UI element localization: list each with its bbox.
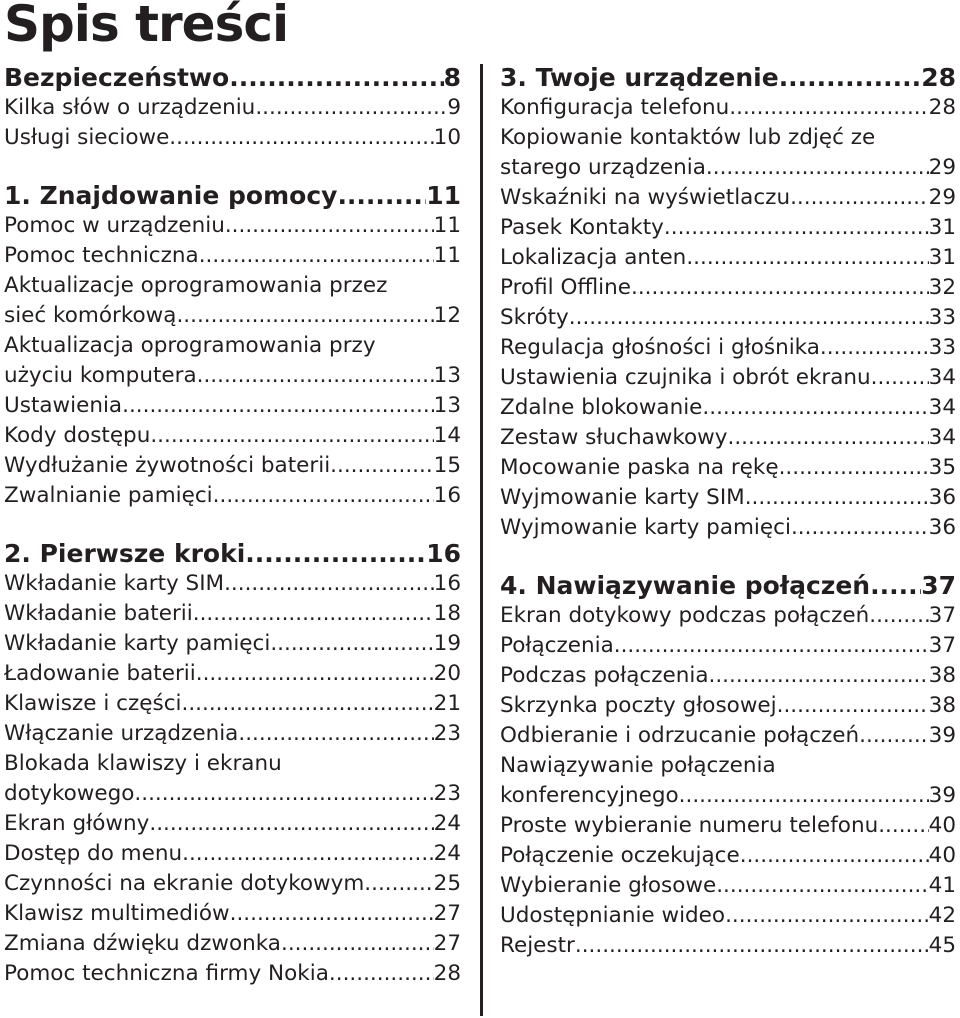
toc-entry-text: Lokalizacja anten [500,245,687,270]
dot-leader [330,451,433,481]
page-number: 35 [928,455,956,480]
toc-entry-text: Usługi sieciowe [4,125,170,150]
column-divider [480,64,483,1016]
toc-entry[interactable] [4,391,461,421]
toc-entry-text: Pomoc techniczna [4,243,199,268]
toc-entry[interactable] [4,659,461,689]
toc-entry[interactable] [4,211,461,241]
dot-leader [245,538,426,569]
page-number: 33 [928,335,956,360]
page-number: 21 [433,691,461,716]
page-number: 39 [928,783,956,808]
page-number: 28 [928,95,956,120]
dot-leader [702,393,928,423]
toc-entry[interactable] [500,363,956,393]
dot-leader [134,779,433,809]
toc-entry-text: Profil Offline [500,275,631,300]
toc-entry-text: Ustawienia [4,393,123,418]
toc-entry[interactable] [4,929,461,959]
page-number: 13 [433,393,461,418]
page-number: 37 [928,633,956,658]
dot-leader [149,809,433,839]
dot-leader [225,211,434,241]
toc-chapter-heading[interactable] [4,538,461,569]
page-number: 36 [928,515,956,540]
page-number: 10 [433,125,461,150]
toc-entry-text: Regulacja głośności i głośnika [500,335,820,360]
dot-leader [122,391,434,421]
toc-entry[interactable] [4,719,461,749]
toc-entry-text: 4. Nawiązywanie połączeń [500,571,871,600]
dot-leader [729,93,928,123]
page-number: 39 [928,723,956,748]
toc-entry[interactable] [500,871,956,901]
dot-leader [169,123,433,153]
dot-leader [679,781,929,811]
toc-entry[interactable] [4,451,461,481]
toc-entry-text: Pomoc w urządzeniu [4,213,225,238]
toc-entry-text: Zmiana dźwięku dzwonka [4,931,281,956]
page-number: 31 [928,245,956,270]
toc-entry[interactable] [4,599,461,629]
dot-leader [224,569,434,599]
page-number: 33 [928,305,956,330]
dot-leader [193,599,434,629]
section-gap [500,543,956,570]
toc-entry-text: Wkładanie baterii [4,601,193,626]
toc-entry-text: Proste wybieranie numeru telefonu [500,813,879,838]
toc-entry-text: starego urządzenia [500,155,706,180]
dot-leader [270,629,433,659]
toc-entry[interactable] [500,93,956,123]
dot-leader [182,839,434,869]
page-number: 28 [433,961,461,986]
dot-leader [229,62,443,93]
toc-entry[interactable] [4,869,461,899]
toc-entry[interactable] [500,483,956,513]
toc-entry-text: dotykowego [4,781,135,806]
toc-entry-text: Ekran dotykowy podczas połączeń [500,603,870,628]
toc-chapter-heading[interactable] [500,62,956,93]
toc-entry[interactable] [4,123,461,153]
dot-leader [614,631,929,661]
page-number: 9 [447,95,461,120]
toc-entry-text: Konfiguracja telefonu [500,95,730,120]
toc-entry-text: Zestaw słuchawkowy [500,425,728,450]
toc-entry[interactable] [4,93,461,123]
toc-entry-text: Wyjmowanie karty pamięci [500,515,791,540]
toc-entry[interactable] [4,839,461,869]
page-number: 28 [921,63,956,92]
toc-entry[interactable] [500,423,956,453]
toc-entry-text: Skrzynka poczty głosowej [500,693,777,718]
dot-leader [182,689,434,719]
dot-leader [176,301,433,331]
toc-chapter-heading[interactable] [4,62,461,93]
dot-leader [329,959,434,989]
dot-leader [569,303,929,333]
page-title: Spis treści [4,0,289,53]
page-number: 27 [433,931,461,956]
page-number: 40 [928,843,956,868]
toc-entry[interactable] [500,841,956,871]
toc-entry[interactable] [500,691,956,721]
page-number: 23 [433,781,461,806]
toc-entry-text: Wyjmowanie karty SIM [500,485,745,510]
page-number: 38 [928,663,956,688]
toc-entry-text: Wydłużanie żywotności baterii [4,453,331,478]
toc-entry-text: Wkładanie karty pamięci [4,631,271,656]
page-number: 31 [928,215,956,240]
toc-chapter-heading[interactable] [4,180,461,211]
page-number: 36 [928,485,956,510]
dot-leader [777,691,929,721]
toc-entry[interactable] [4,241,461,271]
dot-leader [820,333,929,363]
dot-leader [716,871,928,901]
toc-entry-text: Wkładanie karty SIM [4,571,225,596]
toc-entry[interactable] [500,333,956,363]
toc-entry[interactable] [4,899,461,929]
toc-entry[interactable] [4,779,461,809]
toc-entry[interactable] [500,931,956,961]
page-number: 13 [433,363,461,388]
toc-entry-text: Aktualizacja oprogramowania przy [4,333,376,358]
toc-entry[interactable] [500,601,956,631]
dot-leader [337,180,426,211]
dot-leader [740,841,929,871]
page-number: 15 [433,453,461,478]
page-number: 37 [928,603,956,628]
page-number: 24 [433,841,461,866]
dot-leader [238,719,433,749]
toc-chapter-heading[interactable] [500,570,956,601]
page-number: 12 [433,303,461,328]
page-number: 11 [426,181,461,210]
toc-entry[interactable] [500,153,956,183]
page-number: 40 [928,813,956,838]
toc-entry-text: Połączenie oczekujące [500,843,740,868]
toc-entry[interactable] [500,811,956,841]
page-number: 16 [433,483,461,508]
toc-entry[interactable] [4,689,461,719]
dot-leader [706,153,929,183]
toc-entry-text: Dostęp do menu [4,841,183,866]
dot-leader [878,811,928,841]
page-number: 27 [433,901,461,926]
toc-entry[interactable] [500,781,956,811]
toc-entry[interactable] [500,243,956,273]
page-number: 34 [928,425,956,450]
toc-entry[interactable] [4,569,461,599]
dot-leader [575,931,929,961]
toc-entry[interactable] [4,629,461,659]
dot-leader [150,421,433,451]
toc-entry[interactable] [500,721,956,751]
dot-leader [709,661,929,691]
toc-entry[interactable] [500,453,956,483]
toc-entry-text: Ustawienia czujnika i obrót ekranu [500,365,871,390]
dot-leader [631,273,929,303]
page-number: 29 [928,155,956,180]
toc-entry[interactable] [500,183,956,213]
toc-entry-text: Zdalne blokowanie [500,395,703,420]
dot-leader [779,62,922,93]
toc-entry-text: Połączenia [500,633,614,658]
page-number: 34 [928,365,956,390]
toc-entry-text: Pomoc techniczna firmy Nokia [4,961,329,986]
toc-entry[interactable] [500,513,956,543]
page-number: 19 [433,631,461,656]
toc-entry-text: Pasek Kontakty [500,215,664,240]
page-number: 16 [433,571,461,596]
toc-entry-text: Kopiowanie kontaktów lub zdjęć ze [500,125,876,150]
dot-leader [255,93,447,123]
dot-leader [870,570,921,601]
toc-entry-text: Wskaźniki na wyświetlaczu [500,185,791,210]
toc-entry-text: Czynności na ekranie dotykowym [4,871,365,896]
toc-entry-text: Kody dostępu [4,423,151,448]
toc-left-column [4,62,461,989]
toc-entry-text: Nawiązywanie połączenia [500,753,776,778]
toc-entry-text: Aktualizacje oprogramowania przez [4,273,388,298]
page-number: 32 [928,275,956,300]
dot-leader [859,721,928,751]
page-number: 45 [928,933,956,958]
page-number: 25 [433,871,461,896]
toc-entry[interactable] [500,213,956,243]
toc-entry-text: 1. Znajdowanie pomocy [4,181,338,210]
toc-entry[interactable] [500,661,956,691]
toc-entry[interactable] [4,481,461,511]
toc-entry-text: Mocowanie paska na rękę [500,455,779,480]
toc-entry-text: Kilka słów o urządzeniu [4,95,256,120]
toc-entry[interactable] [500,303,956,333]
page-number: 29 [928,185,956,210]
section-gap [4,153,461,180]
toc-entry-text: Odbieranie i odrzucanie połączeń [500,723,860,748]
section-gap [4,511,461,538]
toc-entry[interactable] [4,809,461,839]
dot-leader [791,513,929,543]
toc-entry-text: Włączanie urządzenia [4,721,239,746]
toc-entry-text: 2. Pierwsze kroki [4,539,246,568]
toc-entry[interactable] [500,901,956,931]
toc-entry-text: Ładowanie baterii [4,661,196,686]
toc-entry[interactable] [4,361,461,391]
toc-entry[interactable] [4,301,461,331]
toc-entry-text: 3. Twoje urządzenie [500,63,779,92]
dot-leader [869,601,928,631]
toc-entry-text: Wybieranie głosowe [500,873,717,898]
dot-leader [727,423,928,453]
page-number: 16 [426,539,461,568]
toc-right-column [500,62,956,961]
dot-leader [664,213,929,243]
toc-entry[interactable] [500,393,956,423]
toc-entry-text: użyciu komputera [4,363,197,388]
page-number: 20 [433,661,461,686]
page-number: 11 [433,213,461,238]
toc-entry-text: Skróty [500,305,569,330]
toc-entry-text: Blokada klawiszy i ekranu [4,751,282,776]
toc-entry[interactable] [500,631,956,661]
toc-entry-text: Ekran główny [4,811,150,836]
page-number: 38 [928,693,956,718]
page-number: 37 [921,571,956,600]
page-number: 41 [928,873,956,898]
toc-entry-text: sieć komórkową [4,303,177,328]
toc-entry[interactable] [500,273,956,303]
page-number: 34 [928,395,956,420]
dot-leader [281,929,434,959]
toc-entry-text: konferencyjnego [500,783,679,808]
page-number: 42 [928,903,956,928]
dot-leader [230,899,434,929]
dot-leader [871,363,929,393]
toc-entry-text: Rejestr [500,933,575,958]
dot-leader [364,869,433,899]
toc-entry-text: Bezpieczeństwo [4,63,230,92]
page-number: 11 [433,243,461,268]
page-number: 14 [433,423,461,448]
dot-leader [199,241,434,271]
dot-leader [779,453,929,483]
dot-leader [745,483,929,513]
dot-leader [790,183,929,213]
page-number: 23 [433,721,461,746]
toc-entry-text: Klawisze i części [4,691,182,716]
page-number: 8 [443,63,461,92]
dot-leader [686,243,928,273]
dot-leader [725,901,929,931]
toc-entry-text: Podczas połączenia [500,663,709,688]
page-number: 18 [433,601,461,626]
page-number: 24 [433,811,461,836]
dot-leader [196,659,434,689]
toc-entry[interactable] [4,421,461,451]
toc-entry-text: Udostępnianie wideo [500,903,726,928]
toc-entry[interactable] [4,959,461,989]
toc-entry-text: Zwalnianie pamięci [4,483,213,508]
dot-leader [213,481,434,511]
toc-entry-text: Klawisz multimediów [4,901,230,926]
dot-leader [197,361,434,391]
